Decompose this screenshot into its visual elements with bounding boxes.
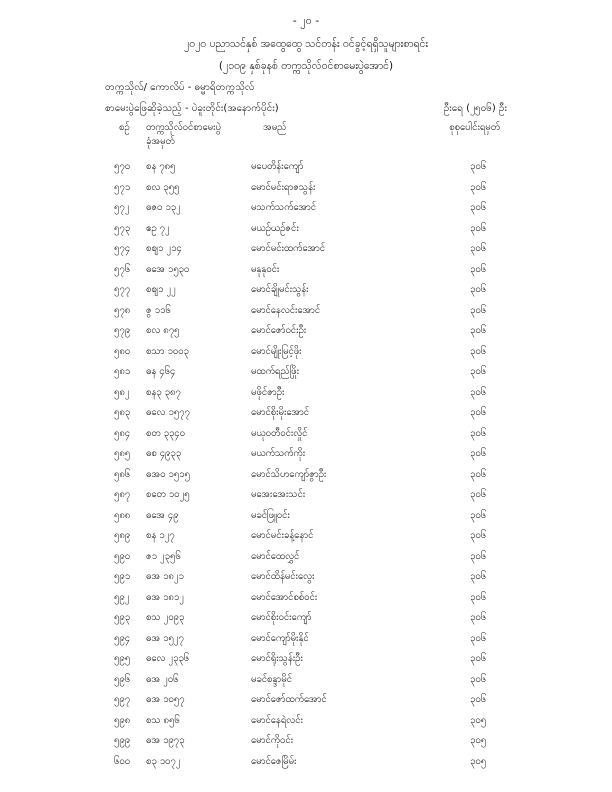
total-score: ၃၀၆ [470,448,487,459]
row-number: ၅၉၁ [114,571,131,582]
total-score: ၃၀၆ [470,304,487,316]
row-number: ၅၇၀ [114,161,131,172]
roll-number: စသ ၂၀၉၃ [146,612,185,623]
student-name: မောင်မင်းခန့်နောင် [251,530,314,541]
student-name: မယုဝတီဝင်းလှိုင် [251,427,308,439]
student-name: မသက်သက်အောင် [251,202,317,213]
table-row [0,734,612,755]
total-score: ၃၀၆ [470,571,487,582]
table-row [0,201,612,222]
column-header-name: အမည် [263,122,287,133]
row-number: ၅၉၅ [114,653,131,664]
total-score: ၃၀၆ [470,345,487,357]
total-score: ၃၀၆ [470,263,487,275]
total-count: ဦးရေ (၂၅၀၆) ဦး [443,103,507,114]
roll-number: ဇွ ၁၁၆ [146,304,171,316]
student-name: မခင်စန္ဒာမိုင် [251,673,292,685]
student-name: မောင်နေရဲလင်း [251,714,303,726]
table-row [0,263,612,284]
row-number: ၅၈၇ [114,489,131,500]
total-score: ၃၀၆ [470,386,487,398]
row-number: ၅၉၃ [114,612,131,623]
roll-number: စတ ၃၃၄၀ [146,427,185,439]
total-score: ၃၀၆ [470,694,487,705]
row-number: ၅၉၈ [114,714,131,726]
total-score: ၃၀၆ [470,591,487,603]
roll-number: စန ၁၂၇ [146,530,175,541]
total-score: ၃၀၆ [470,509,487,521]
row-number: ၅၇၁ [114,181,131,193]
roll-number: ဓအ ၁၀၅၇ [146,694,185,705]
total-score: ၃၀၆ [470,325,487,336]
roll-number: ဓန ၄၆၄ [146,366,176,377]
total-score: ၃၀၆ [470,489,487,500]
student-name: မနုနုဝင်း [251,263,280,275]
row-number: ၅၈၀ [114,345,131,357]
roll-number: ဇ၁ ၂၃၅၆ [146,550,181,562]
total-score: ၃၀၆ [470,673,487,685]
table-row [0,427,612,448]
student-name: မောင်ကျော်မိုးနိုင် [251,632,309,644]
table-row [0,222,612,243]
total-score: ၃၀၅ [470,755,487,767]
roll-number: ဓအ ၁၈၁၂ [146,591,184,603]
table-row [0,283,612,304]
table-row [0,591,612,612]
roll-number: စဈ၁ ၂၂ [146,284,176,295]
row-number: ၅၉၀ [114,550,131,562]
student-name: မအေးအေးသင်း [251,489,306,500]
roll-number: ဓအ၀ ၁၅၁၅ [146,468,190,480]
row-number: ၅၈၄ [114,427,131,439]
table-row [0,386,612,407]
table-row [0,550,612,571]
roll-number: စ၃ ၁၀၇၂ [146,755,181,767]
row-number: ၅၇၉ [114,325,131,336]
table-row [0,632,612,653]
row-number: ၅၉၉ [114,735,131,746]
table-row [0,242,612,263]
roll-number: စတေ ၁၀၂၅ [146,489,190,500]
total-score: ၃၀၅ [470,735,487,746]
total-score: ၃၀၆ [470,632,487,644]
total-score: ၃၀၆ [470,222,487,234]
row-number: ၅၉၄ [114,632,131,644]
row-number: ၅၇၂ [114,202,130,213]
page-number: - ၂၀ - [292,14,320,27]
roll-number: စန ၇၈၅ [146,161,176,172]
student-name: မပေတိန်းကျော် [251,161,304,172]
total-score: ၃၀၆ [470,407,487,418]
results-table [0,160,612,775]
row-number: ၅၉၇ [114,694,131,705]
student-name: မောင်အောင်စစ်ဝင်း [251,591,318,603]
row-number: ၅၈၉ [114,530,131,541]
table-row [0,304,612,325]
student-name: မောင်မျိုးမြင့်ဖိုး [251,345,302,357]
table-row [0,529,612,550]
student-name: မောင်ဇေမြိမ်း [251,755,297,767]
student-name: မောင်ဇော်ထက်အောင် [251,694,327,705]
roll-number: စသ ၈၅၆ [146,714,180,726]
table-row [0,570,612,591]
table-row [0,652,612,673]
total-score: ၃၀၆ [470,366,487,377]
table-row [0,468,612,489]
document-title: ၂၀၂၀ ပညာသင်နှစ် အထွေထွေ သင်တန်း ဝင်ခွင့်ရရှိသူများစာရင်း [184,38,428,50]
total-score: ၃၀၆ [470,612,487,623]
column-header-total: စုစုပေါင်းရမှတ် [449,122,500,133]
table-row [0,345,612,366]
row-number: ၅၇၄ [114,243,131,254]
student-name: မောင်နေလင်းအောင် [251,304,321,316]
total-score: ၃၀၅ [470,714,487,726]
student-name: မောင်စိုးဝင်းကျော် [251,612,312,623]
roll-number: ဓအ ၁၅၂၇ [146,632,184,644]
student-name: မထက်ရည်ဖြိုး [251,366,299,377]
total-score: ၃၀၆ [470,530,487,541]
row-number: ၆၀၀ [114,755,131,767]
document-subtitle: (၂၁၀၉ နှစ်ခုနစ် တက္ကသိုလ်ဝင်စာမေးပွဲအောင်) [218,60,394,72]
table-row [0,611,612,632]
roll-number: ဧဥ ၇၂ [146,222,170,234]
total-score: ၃၀၆ [470,550,487,562]
roll-number: ဓလေ ၁၅၇၇ [146,407,190,418]
row-number: ၅၈၁ [114,366,131,377]
roll-number: ဓအ ၁၉၇၃ [146,735,185,746]
student-name: မောင်ကိုဝင်း [251,735,294,746]
row-number: ၅၇၃ [114,222,131,234]
row-number: ၅၈၂ [114,386,130,398]
student-name: မယက်သက်ကိုး [251,448,306,459]
student-name: မခင်ဖြူဝင်း [251,509,290,521]
row-number: ၅၈၆ [114,468,131,480]
row-number: ၅၇၇ [114,284,131,295]
roll-number: စလ ၈၇၅ [146,325,180,336]
roll-number: ဓအေ ၁၅၃၀ [146,263,190,275]
table-row [0,755,612,776]
roll-number: ဓစ ၄၉၃၃ [146,448,182,459]
column-header-roll-line2: ခုံအမှတ် [146,136,175,147]
roll-number: ဓအေ ၄၉ [146,509,179,521]
student-name: မောင်မင်းရာဇသွန်း [251,181,316,193]
student-name: မောင်ချိုမင်းသွန်း [251,284,309,295]
student-name: မောင်ထေလွှင် [251,550,300,562]
row-number: ၅၈၃ [114,407,131,418]
total-score: ၃၀၆ [470,468,487,480]
table-row [0,160,612,181]
roll-number: ဓဇ၀ ၁၃၂ [146,202,181,213]
student-name: မောင်သိဟကျော်ဇွာဦး [251,468,327,480]
roll-number: စဈ၁ ၂၁၄ [146,243,182,254]
table-row [0,324,612,345]
total-score: ၃၀၆ [470,653,487,664]
student-name: မောင်ဇော်ဝင်းဦး [251,325,307,336]
table-row [0,714,612,735]
row-number: ၅၉၆ [114,673,131,685]
roll-number: ဓအ ၂၀၆ [146,673,179,685]
student-name: မောင်ထိန်မင်းလွေး [251,571,315,582]
row-number: ၅၇၆ [114,263,131,275]
total-score: ၃၀၆ [470,161,487,172]
student-name: မောင်စိုးမိုးအောင် [251,407,310,418]
table-row [0,509,612,530]
exam-center-line: စာမေးပွဲဖြေဆိုခဲ့သည့် - ပဲခူးတိုင်း(အနောက်ပိုင်း) [105,103,279,114]
table-row [0,693,612,714]
total-score: ၃၀၆ [470,284,487,295]
row-number: ၅၈၈ [114,509,131,521]
total-score: ၃၀၆ [470,202,487,213]
table-row [0,181,612,202]
student-name: မယဉ်ယဉ်ဇင်း [251,222,299,234]
column-header-no: စဉ် [119,122,130,133]
table-row [0,447,612,468]
student-name: မောင်မင်းထက်အောင် [251,243,326,254]
row-number: ၅၈၅ [114,448,131,459]
student-name: မောင်ရိုးသွန်းဦး [251,653,303,664]
column-header-roll: တက္ကသိုလ်ဝင်စာမေးပွဲ [146,122,221,133]
total-score: ၃၀၆ [470,181,487,193]
roll-number: ဓအ ၁၈၂၁ [146,571,184,582]
table-row [0,488,612,509]
roll-number: စသာ ၁၀၀၃ [146,345,189,357]
table-row [0,673,612,694]
row-number: ၅၇၈ [114,304,131,316]
total-score: ၃၀၆ [470,243,487,254]
roll-number: စလ ၃၅၅ [146,181,180,193]
student-name: မဖိုင်ဇာဦး [251,386,285,398]
roll-number: ဓလေ ၂၃၃၆ [146,653,190,664]
table-row [0,365,612,386]
roll-number: စန၃ ၃၈၇ [146,386,181,398]
row-number: ၅၉၂ [114,591,130,603]
table-row [0,406,612,427]
total-score: ၃၀၆ [470,427,487,439]
university-line: တက္ကသိုလ်/ ကောလိပ် - ဓမ္မာရိတက္ကသိုလ် [105,82,255,93]
